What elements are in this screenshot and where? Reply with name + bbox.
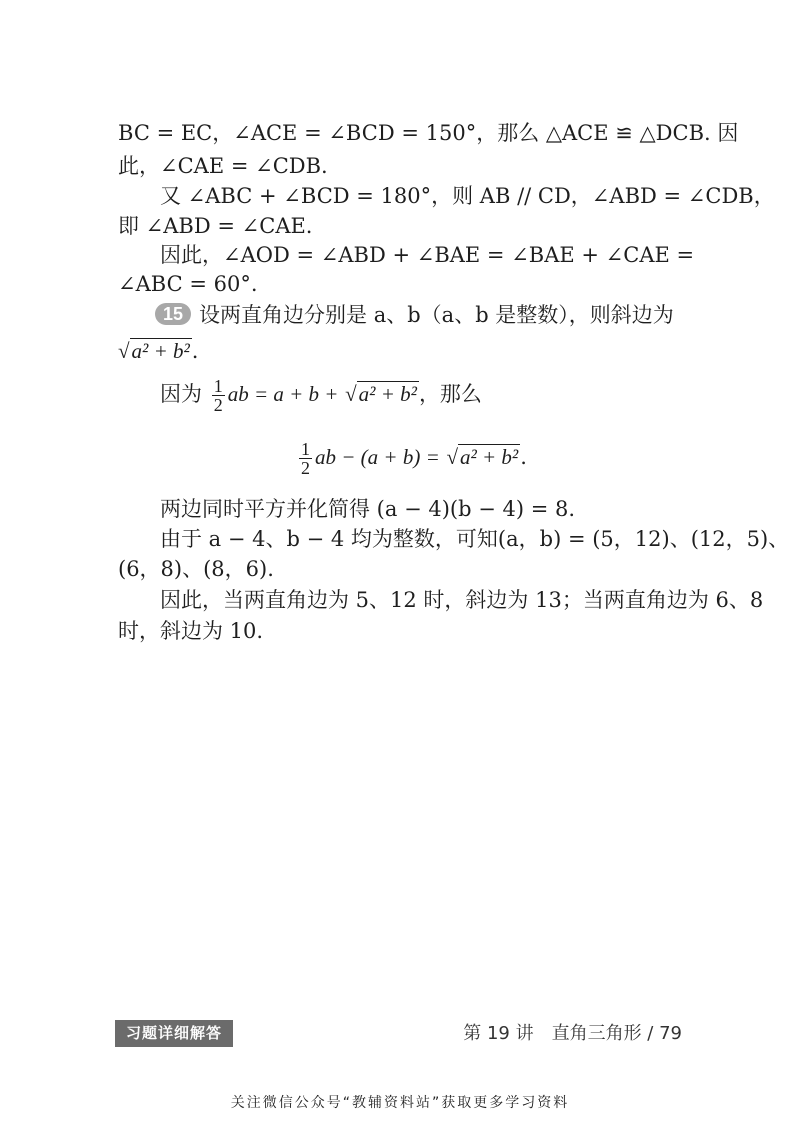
text-line: 两边同时平方并化简得 (a − 4)(b − 4) = 8.	[160, 497, 576, 521]
text-span: 因为	[160, 382, 202, 406]
text-line: 即 ∠ABD = ∠CAE.	[118, 214, 313, 238]
text-line: 因此，当两直角边为 5、12 时，斜边为 13；当两直角边为 6、8	[160, 588, 764, 612]
fraction	[212, 377, 225, 414]
text-line	[118, 336, 690, 366]
text-span: ab = a + b +	[227, 382, 339, 406]
radicand: a² + b²	[459, 445, 519, 469]
watermark-text: 关注微信公众号“教辅资料站”获取更多学习资料	[230, 1095, 570, 1111]
text-line: 此，∠CAE = ∠CDB.	[118, 154, 328, 178]
radicand: a² + b²	[358, 382, 417, 406]
text-line: 因此，∠AOD = ∠ABD + ∠BAE = ∠BAE + ∠CAE =	[160, 243, 695, 267]
section-tag: 习题详细解答	[115, 1020, 233, 1047]
text-span: 设两直角边分别是 a、b（a、b 是整数），则斜边为	[199, 303, 674, 327]
sqrt-expression: √a² + b²	[446, 445, 519, 469]
display-equation	[296, 440, 616, 477]
radicand: a² + b²	[131, 339, 190, 363]
fraction-numerator: 1	[213, 376, 223, 396]
fraction	[299, 440, 312, 477]
sqrt-expression: √a² + b²	[345, 382, 417, 406]
sqrt-expression: √a² + b²	[118, 339, 190, 363]
text-span: .	[520, 445, 527, 469]
text-line: (6，8)、(8，6).	[118, 557, 274, 581]
text-line: BC = EC，∠ACE = ∠BCD = 150°，那么 △ACE ≌ △DCB. 因	[118, 121, 739, 145]
text-line: 又 ∠ABC + ∠BCD = 180°，则 AB // CD，∠ABD = ∠CDB，	[160, 184, 775, 208]
text-line: 时，斜边为 10.	[118, 619, 264, 643]
text-line: 由于 a − 4、b − 4 均为整数，可知(a，b) = (5，12)、(12，5)、	[160, 527, 790, 551]
problem-15-line	[155, 300, 685, 330]
fraction-numerator: 1	[301, 439, 310, 459]
chapter-page-number: 第 19 讲 直角三角形 / 79	[463, 1023, 682, 1044]
fraction-denominator: 2	[301, 458, 310, 478]
problem-number-badge: 15	[155, 303, 191, 325]
text-span: .	[191, 339, 199, 363]
text-line: ∠ABC = 60°.	[118, 272, 258, 296]
text-line	[160, 377, 690, 414]
text-span: ，那么	[418, 382, 482, 406]
text-span: ab − (a + b) =	[315, 445, 440, 469]
fraction-denominator: 2	[213, 395, 223, 415]
